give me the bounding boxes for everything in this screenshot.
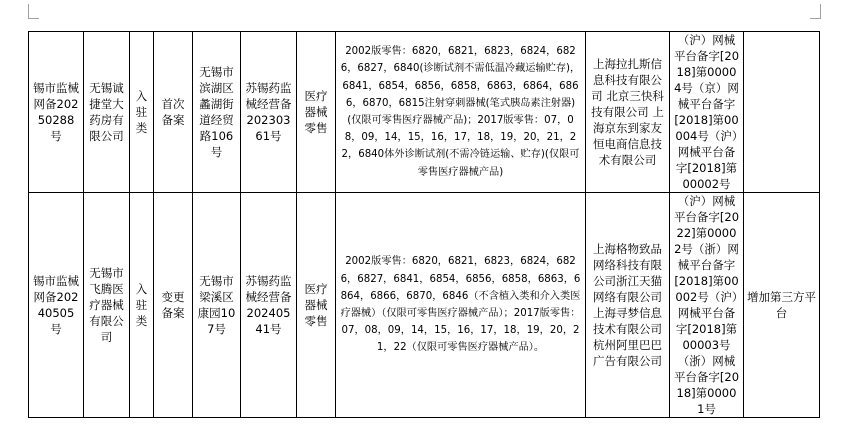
page-corner-mark-left bbox=[28, 4, 39, 19]
license-cell: 苏锡药监械经营备20230361号 bbox=[241, 32, 297, 193]
license-cell: 苏锡药监械经营备20240541号 bbox=[241, 193, 297, 418]
scope-cell: 2002版零售：6820，6821，6823，6824，6826，6827，6840(诊断试剂不需低温冷藏运输贮存)，6841，6854，6856，6858，6863，6864，6866，6870，6815注射穿刺器械(笔式胰岛素注射器)(仅限可零售医疗器械产品)；2017版零售：07，08，09，14，15，16，17，18，19，20，21，22，6840体外诊断试剂(不需冷链运输、贮存)(仅限可零售医疗器械产品) bbox=[336, 32, 586, 193]
address-cell: 无锡市梁溪区康园107号 bbox=[193, 193, 241, 418]
record-number-cell: 锡市监械网备20240505号 bbox=[29, 193, 84, 418]
remark-cell bbox=[744, 32, 820, 193]
filing-table bbox=[28, 31, 820, 418]
platform-company-cell: 上海格物致品网络科技有限公司浙江天猫网络有限公司上海寻梦信息技术有限公司杭州阿里巴巴广告有限公司 bbox=[586, 193, 670, 418]
type-cell: 入驻类 bbox=[130, 32, 154, 193]
company-name-cell: 无锡诚捷堂大药房有限公司 bbox=[84, 32, 130, 193]
scope-cell: 2002版零售：6820，6821，6823，6824，6826，6827，6841，6854，6856，6858，6863，6864，6866，6870，6846（不含植入类和介入类医疗器械）（仅限可零售医疗器械产品）；2017版零售：07，08，09，14，15，16，17，18，19，20，21，22（仅限可零售医疗器械产品）。 bbox=[336, 193, 586, 418]
company-name-cell: 无锡市飞腾医疗器械有限公司 bbox=[84, 193, 130, 418]
filing-type-cell: 变更备案 bbox=[154, 193, 193, 418]
platform-company-cell: 上海拉扎斯信息科技有限公司 北京三快科技有限公司 上海京东到家友恒电商信息技术有限公司 bbox=[586, 32, 670, 193]
table-row bbox=[29, 32, 820, 193]
platform-filing-cell: （沪）网械平台备字[2018]第00004号（京）网械平台备字[2018]第00004号（沪）网械平台备字[2018]第00002号 bbox=[670, 32, 744, 193]
category-cell: 医疗器械零售 bbox=[297, 32, 336, 193]
filing-type-cell: 首次备案 bbox=[154, 32, 193, 193]
type-cell: 入驻类 bbox=[130, 193, 154, 418]
address-cell: 无锡市滨湖区蠡湖街道经贸路106号 bbox=[193, 32, 241, 193]
category-cell: 医疗器械零售 bbox=[297, 193, 336, 418]
page-corner-mark-right bbox=[810, 4, 821, 19]
platform-filing-cell: （沪）网械平台备字[2022]第00002号（浙）网械平台备字[2018]第00002号（沪）网械平台备字[2018]第00003号（浙）网械平台备字[2018]第00001号 bbox=[670, 193, 744, 418]
table-row bbox=[29, 193, 820, 418]
record-number-cell: 锡市监械网备20250288号 bbox=[29, 32, 84, 193]
remark-cell: 增加第三方平台 bbox=[744, 193, 820, 418]
